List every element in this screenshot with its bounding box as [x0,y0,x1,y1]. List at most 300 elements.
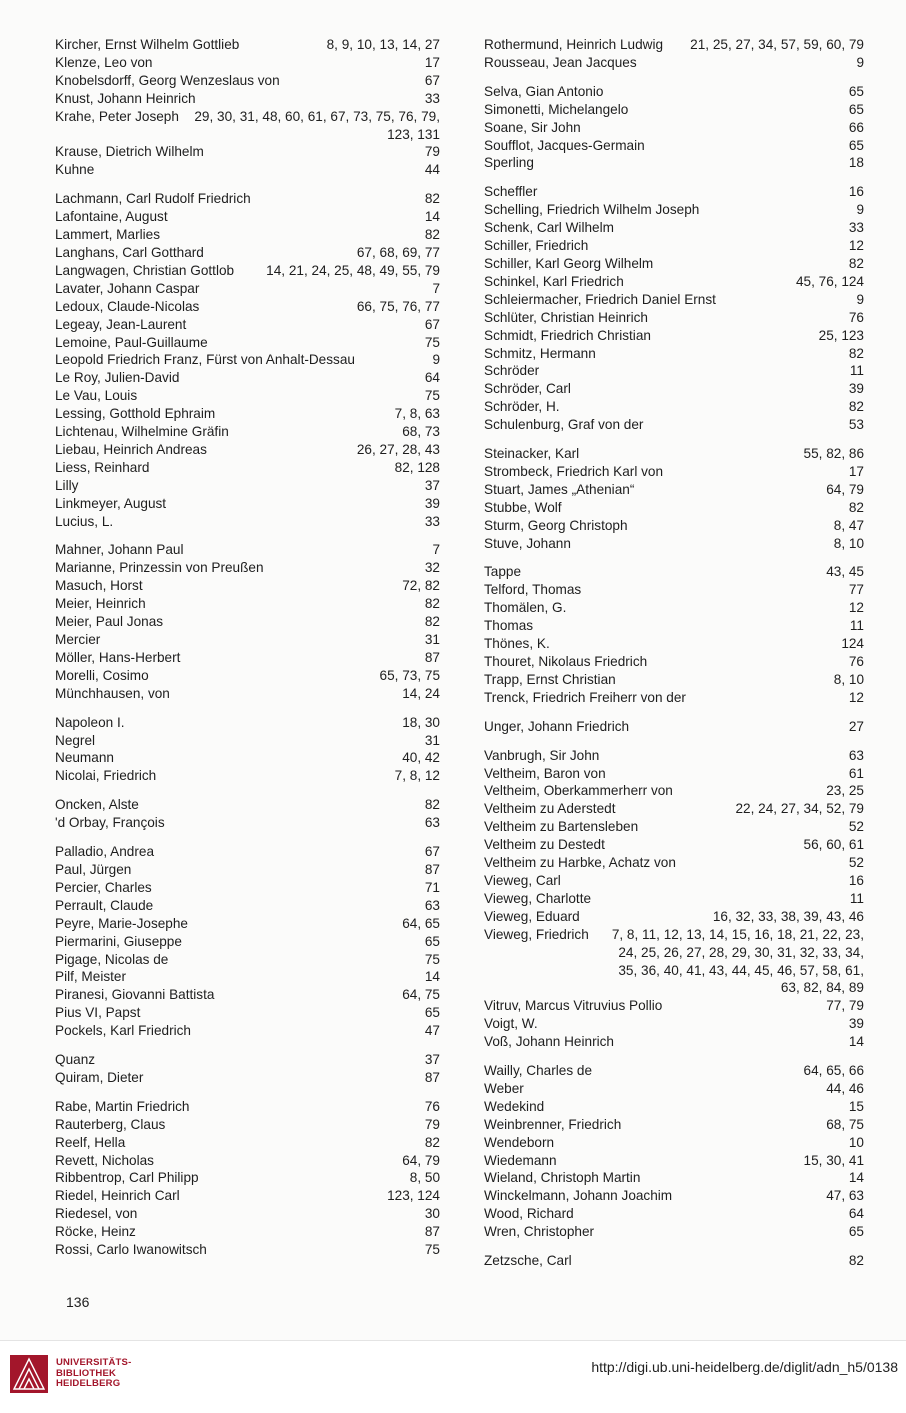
index-entry-name: Ledoux, Claude-Nicolas [55,298,200,314]
index-entry-name: Meier, Heinrich [55,596,146,612]
index-entry-pages: 8, 10 [833,535,864,551]
index-entry-name: Ribbentrop, Carl Philipp [55,1170,199,1186]
letter-group-gap [55,832,440,843]
index-entry-name: Rousseau, Jean Jacques [484,54,637,70]
index-entry-pages: 23, 25 [826,783,864,799]
index-entry-name: Trenck, Friedrich Freiherr von der [484,689,686,705]
index-entry-name: Vieweg, Charlotte [484,890,592,906]
index-entry [484,671,864,689]
index-entry-pages: 8, 9, 10, 13, 14, 27 [326,37,440,52]
index-entry-pages: 47, 63 [826,1188,864,1204]
index-entry-pages: 87 [424,1069,440,1085]
index-entry-name: Schinkel, Karl Friedrich [484,273,624,289]
index-entry-name: Lessing, Gotthold Ephraim [55,406,216,422]
index-entry-name: Veltheim, Baron von [484,765,606,781]
library-logo-icon [10,1355,48,1393]
index-entry-pages: 55, 82, 86 [803,446,864,462]
index-entry-pages: 33 [424,513,440,529]
index-entry-name: Marianne, Prinzessin von Preußen [55,560,264,576]
index-entry-name: Lilly [55,477,79,493]
index-entry [484,1205,864,1223]
index-entry-pages: 11 [849,363,864,379]
index-entry [55,861,440,879]
index-entry-name: Thomas [484,618,534,634]
index-entry-pages: 14 [424,209,440,225]
letter-group-gap [484,707,864,718]
index-entry-pages: 39 [424,495,440,511]
index-entry-name: Schröder, H. [484,399,560,415]
index-entry-pages: 17 [848,463,864,479]
index-entry [55,441,440,459]
index-entry [55,541,440,559]
index-entry-pages: 53 [848,417,864,433]
index-entry-name: Thönes, K. [484,636,550,652]
index-entry [484,765,864,783]
index-entry [55,72,440,90]
index-entry-pages: 44 [424,162,440,178]
index-entry-pages: 82 [424,1134,440,1150]
index-entry-name: Münchhausen, von [55,685,170,701]
index-entry-name: Thomälen, G. [484,600,567,616]
index-entry-pages: 72, 82 [402,578,440,594]
page-number: 136 [66,1294,90,1310]
index-entry-name: Liess, Reinhard [55,459,150,475]
index-entry [484,581,864,599]
index-entry [484,800,864,818]
index-entry-name: Schlüter, Christian Heinrich [484,309,648,325]
index-entry [55,280,440,298]
index-entry-pages: 82 [848,345,864,361]
index-entry [55,262,440,280]
index-entry [484,1134,864,1152]
index-entry [55,631,440,649]
index-entry [484,1152,864,1170]
index-entry [55,423,440,441]
index-entry-name: Neumann [55,750,114,766]
index-entry-pages: 7, 8, 12 [394,768,440,784]
index-entry-name: Wieland, Christoph Martin [484,1170,641,1186]
index-entry-pages: 82 [848,255,864,271]
index-entry [55,667,440,685]
library-logo[interactable] [10,1355,131,1393]
index-entry [484,818,864,836]
index-entry [55,685,440,703]
index-entry-name: Schiller, Karl Georg Wilhelm [484,255,654,271]
index-entry-name: Lucius, L. [55,513,114,529]
index-entry [484,255,864,273]
index-entry [55,1223,440,1241]
index-entry [484,36,864,54]
index-entry-name: Strombeck, Friedrich Karl von [484,463,664,479]
index-entry [484,890,864,908]
index-entry [484,1080,864,1098]
index-entry [484,398,864,416]
index-entry-name: Quanz [55,1052,96,1068]
index-entry [55,986,440,1004]
index-entry-name: Perrault, Claude [55,897,154,913]
index-entry-pages: 82 [424,797,440,813]
index-entry-name: Rossi, Carlo Iwanowitsch [55,1242,207,1258]
index-entry-name: Unger, Johann Friedrich [484,718,630,734]
index-entry [55,732,440,750]
index-entry-pages: 64, 65 [402,915,440,931]
index-entry [484,154,864,172]
index-entry [55,108,440,144]
index-entry-pages: 27 [848,718,864,734]
index-entry-name: Percier, Charles [55,879,152,895]
index-entry-pages: 64, 79 [402,1152,440,1168]
index-entry [484,481,864,499]
letter-group-gap [484,172,864,183]
index-entry [484,926,864,998]
index-entry [55,879,440,897]
index-entry-pages: 43, 45 [826,564,864,580]
index-entry [55,1022,440,1040]
index-entry-name: Rabe, Martin Friedrich [55,1098,190,1114]
index-entry-pages: 7 [432,542,440,558]
index-entry-name: Wailly, Charles de [484,1063,593,1079]
index-entry-name: Veltheim zu Bartensleben [484,819,639,835]
index-entry-pages: 64 [848,1206,864,1222]
index-entry-name: Zetzsche, Carl [484,1253,572,1269]
index-entry [55,36,440,54]
index-entry-name: Lemoine, Paul-Guillaume [55,334,208,350]
index-entry-name: Pockels, Karl Friedrich [55,1023,191,1039]
index-entry-pages: 67 [424,316,440,332]
index-entry-name: Kuhne [55,162,95,178]
index-entry-name: Schelling, Friedrich Wilhelm Joseph [484,202,700,218]
index-entry-name: Schulenburg, Graf von der [484,417,644,433]
index-entry-name: Schmitz, Hermann [484,345,596,361]
index-entry-pages: 9 [856,202,864,218]
index-entry-pages: 14, 24 [402,685,440,701]
index-entry-name: Simonetti, Michelangelo [484,101,629,117]
index-entry [484,517,864,535]
letter-group-gap [484,1241,864,1252]
index-entry-name: Weinbrenner, Friedrich [484,1116,622,1132]
index-entry [484,1252,864,1270]
index-entry [484,854,864,872]
index-entry-pages: 75 [424,334,440,350]
index-entry [55,1205,440,1223]
index-entry [484,327,864,345]
index-entry-pages: 16 [848,184,864,200]
index-entry-pages: 56, 60, 61 [803,837,864,853]
index-entry-name: Knust, Johann Heinrich [55,90,196,106]
index-entry-name: Scheffler [484,184,538,200]
index-entry [484,747,864,765]
index-entry [55,244,440,262]
index-entry [55,915,440,933]
index-entry-name: Masuch, Horst [55,578,143,594]
index-entry-pages: 64 [424,370,440,386]
index-entry-name: Leopold Friedrich Franz, Fürst von Anhalt-Dessau [55,352,355,368]
index-entry [484,309,864,327]
index-entry-pages: 67 [424,844,440,860]
letter-group-gap [55,703,440,714]
index-entry-pages: 30 [424,1206,440,1222]
index-entry-name: Sperling [484,155,534,171]
index-entry-pages: 75 [424,388,440,404]
letter-group-gap [55,530,440,541]
index-entry-pages: 14, 21, 24, 25, 48, 49, 55, 79 [266,262,440,278]
index-entry-name: Langhans, Carl Gotthard [55,244,204,260]
letter-group-gap [55,785,440,796]
index-entry-name: Quiram, Dieter [55,1069,144,1085]
index-entry [55,90,440,108]
index-entry [484,782,864,800]
index-entry-name: Schiller, Friedrich [484,238,589,254]
index-entry-pages: 9 [856,54,864,70]
index-entry [55,897,440,915]
index-entry-name: Lavater, Johann Caspar [55,280,200,296]
index-entry [484,836,864,854]
index-entry [55,1169,440,1187]
index-entry [484,380,864,398]
index-entry-pages: 82 [424,614,440,630]
index-entry [55,1152,440,1170]
index-entry [55,1051,440,1069]
index-entry-pages: 65 [424,1005,440,1021]
index-entry-pages: 76 [848,309,864,325]
index-entry [484,1062,864,1080]
index-entry-name: Vitruv, Marcus Vitruvius Pollio [484,998,663,1014]
index-entry-name: Lafontaine, August [55,209,168,225]
index-entry-name: Morelli, Cosimo [55,667,149,683]
index-entry-name: Möller, Hans-Herbert [55,649,181,665]
index-entry-pages: 8, 50 [409,1170,440,1186]
index-entry [55,1004,440,1022]
index-entry-pages: 71 [424,879,440,895]
index-entry [55,1134,440,1152]
index-entry-pages: 64, 75 [402,987,440,1003]
index-entry [484,599,864,617]
index-entry-pages: 15 [848,1098,864,1114]
index-entry [55,161,440,179]
index-entry-name: Legeay, Jean-Laurent [55,316,187,332]
index-entry-name: Schenk, Carl Wilhelm [484,220,614,236]
index-entry-name: Le Vau, Louis [55,388,138,404]
index-entry-pages: 79 [424,144,440,160]
index-entry [484,237,864,255]
index-entry-pages: 18 [848,155,864,171]
index-entry-name: Vieweg, Carl [484,872,561,888]
index-entry-name: Rauterberg, Claus [55,1116,166,1132]
index-entry-name: Selva, Gian Antonio [484,83,604,99]
index-entry [484,345,864,363]
index-entry-name: Langwagen, Christian Gottlob [55,262,235,278]
index-entry-pages: 68, 75 [826,1116,864,1132]
index-entry-name: Stubbe, Wolf [484,499,562,515]
index-entry [484,563,864,581]
index-entry-pages: 11 [849,890,864,906]
index-entry-name: Voß, Johann Heinrich [484,1034,614,1050]
index-entry-name: Vanbrugh, Sir John [484,747,600,763]
index-entry-name: Schröder [484,363,540,379]
index-entry-name: Kircher, Ernst Wilhelm Gottlieb [55,37,240,52]
index-entry-pages: 44, 46 [826,1080,864,1096]
index-entry [55,316,440,334]
index-entry [55,459,440,477]
index-entry [484,445,864,463]
index-entry-pages: 67 [424,72,440,88]
index-entry-name: Piranesi, Giovanni Battista [55,987,215,1003]
index-entry [484,1015,864,1033]
index-entry-name: Mercier [55,632,101,647]
index-entry-pages: 65 [848,83,864,99]
index-entry [55,595,440,613]
index-entry-pages: 37 [424,1052,440,1068]
index-entry-name: Veltheim zu Destedt [484,837,605,853]
index-entry [484,1187,864,1205]
index-entry-pages: 25, 123 [818,327,864,343]
index-entry [55,143,440,161]
index-entry-name: Paul, Jürgen [55,861,132,877]
index-entry [55,495,440,513]
index-entry [484,1116,864,1134]
index-entry-pages: 87 [424,1224,440,1240]
index-entry-name: Vieweg, Friedrich [484,926,589,942]
index-entry [55,577,440,595]
index-entry [484,872,864,890]
index-entry [484,273,864,291]
index-entry [484,653,864,671]
index-entry [484,119,864,137]
logo-line-3: HEIDELBERG [56,1378,121,1390]
index-entry-name: Riedesel, von [55,1206,138,1222]
index-entry-pages: 14 [848,1170,864,1186]
index-entry-pages: 79 [424,1116,440,1132]
index-entry-name: Klenze, Leo von [55,54,153,70]
index-entry-pages: 18, 30 [402,714,440,730]
index-entry-pages: 76 [848,654,864,669]
index-entry-name: Pius VI, Papst [55,1005,141,1021]
index-entry [55,767,440,785]
index-entry-pages: 82 [848,1253,864,1269]
index-entry-name: Peyre, Marie-Josephe [55,915,188,931]
index-entry-name: Oncken, Alste [55,797,139,813]
index-entry-name: Knobelsdorff, Georg Wenzeslaus von [55,72,280,88]
index-entry [55,1098,440,1116]
index-entry-pages: 12 [848,689,864,705]
source-url-link[interactable]: http://digi.ub.uni-heidelberg.de/diglit/adn_h5/0138 [591,1359,898,1375]
index-entry-pages: 12 [848,600,864,616]
index-entry-pages: 65 [848,101,864,117]
index-entry [484,718,864,736]
index-entry-name: Wren, Christopher [484,1224,595,1240]
index-entry-pages: 9 [856,291,864,307]
index-entry [484,689,864,707]
index-entry-name: Le Roy, Julien-David [55,370,180,386]
index-entry [484,535,864,553]
index-entry-pages: 65 [848,1224,864,1240]
index-entry-pages: 66, 75, 76, 77 [356,298,440,314]
index-entry-pages: 17 [424,54,440,70]
index-entry [55,334,440,352]
index-entry [55,1187,440,1205]
index-entry-name: Wood, Richard [484,1206,574,1222]
index-entry-pages: 82, 128 [394,459,440,475]
index-entry-name: Meier, Paul Jonas [55,614,164,630]
index-entry-pages: 40, 42 [402,750,440,766]
index-entry-pages: 82 [424,596,440,612]
index-entry-pages: 31 [424,732,440,748]
index-entry-name: Stuve, Johann [484,535,571,551]
letter-group-gap [55,1040,440,1051]
index-entry [55,814,440,832]
index-entry-name: Nicolai, Friedrich [55,768,157,784]
index-entry-name: 'd Orbay, François [55,815,165,831]
index-entry-pages: 47 [424,1023,440,1039]
index-entry-pages: 16, 32, 33, 38, 39, 43, 46 [712,908,864,924]
index-entry-name: Krause, Dietrich Wilhelm [55,144,204,160]
index-entry-name: Schröder, Carl [484,381,571,397]
index-entry-pages: 8, 47 [833,517,864,533]
index-entry-pages: 8, 10 [833,671,864,687]
letter-group-gap [55,1087,440,1098]
index-entry [484,1098,864,1116]
index-entry-pages: 16 [848,872,864,888]
index-entry-name: Lachmann, Carl Rudolf Friedrich [55,191,251,207]
index-entry-name: Wendeborn [484,1134,555,1150]
index-entry-pages: 63 [848,747,864,763]
index-entry [55,951,440,969]
index-entry-pages: 33 [848,220,864,236]
index-entry [484,997,864,1015]
index-entry-name: Mahner, Johann Paul [55,542,184,558]
index-entry-name: Krahe, Peter Joseph [55,108,179,124]
index-entry-pages: 77, 79 [826,998,864,1014]
index-entry [484,54,864,72]
index-entry [55,796,440,814]
index-entry [55,1116,440,1134]
index-entry-pages: 82 [848,499,864,515]
index-entry [484,1169,864,1187]
index-entry [55,226,440,244]
index-entry-pages: 7, 8, 63 [394,406,440,422]
letter-group-gap [484,736,864,747]
index-entry-pages: 75 [424,951,440,967]
logo-line-1: UNIVERSITÄTS- [56,1357,132,1369]
index-column-right [484,36,864,1270]
index-entry-pages: 7, 8, 11, 12, 13, 14, 15, 16, 18, 21, 22, 23, 24, 25, 26, 27, 28, 29, 30, 31, 32, 33, 34, 35, 36, 40, 41, 43, 44, 45, 46, 57, 58, 61, 63, 82, 84, 89 [611,926,864,996]
index-entry-name: Sturm, Georg Christoph [484,517,628,533]
index-entry-name: Wedekind [484,1098,545,1114]
index-entry-name: Voigt, W. [484,1016,538,1032]
index-entry-pages: 63 [424,897,440,913]
index-entry-pages: 82 [848,399,864,415]
index-entry [55,613,440,631]
index-entry-name: Vieweg, Eduard [484,908,580,924]
index-entry [55,968,440,986]
index-entry-name: Palladio, Andrea [55,844,155,860]
index-entry [55,387,440,405]
index-entry-pages: 82 [424,227,440,243]
library-logo-text [56,1358,131,1390]
index-entry-name: Wiedemann [484,1152,557,1168]
index-entry-pages: 76 [424,1098,440,1114]
index-entry [55,843,440,861]
index-entry-name: Napoleon I. [55,714,125,730]
index-entry-pages: 45, 76, 124 [795,273,864,289]
index-entry-pages: 22, 24, 27, 34, 52, 79 [735,801,864,817]
letter-group-gap [484,552,864,563]
index-entry-pages: 124 [841,636,864,652]
index-entry-name: Veltheim zu Aderstedt [484,801,616,817]
index-entry-pages: 52 [848,819,864,835]
index-entry-name: Negrel [55,732,96,748]
index-entry-name: Reelf, Hella [55,1134,126,1150]
